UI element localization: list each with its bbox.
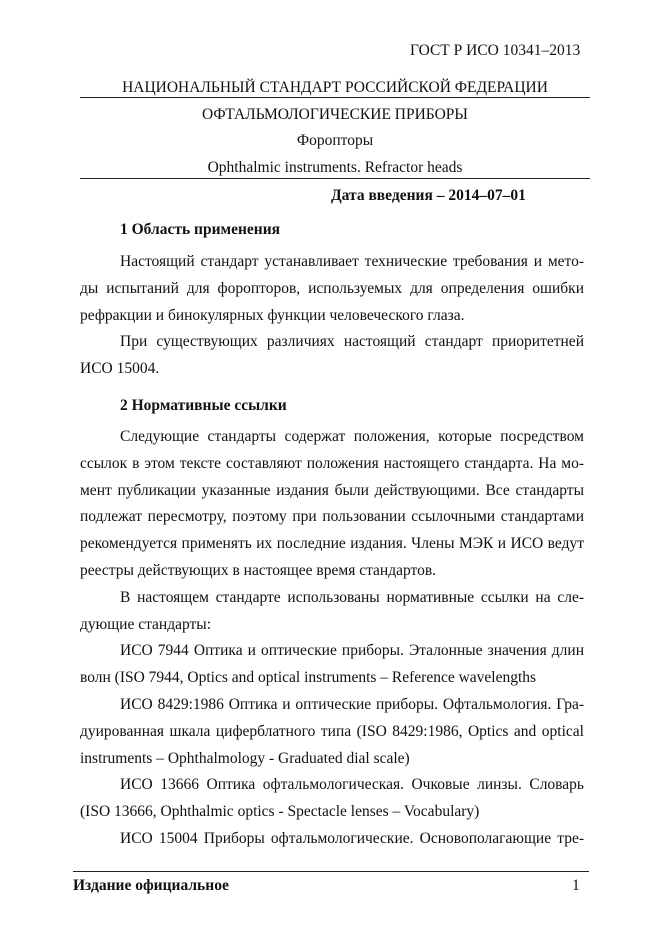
section-1-heading: 1 Область применения (120, 221, 281, 238)
paragraph-line: дующие стандарты: (80, 615, 212, 633)
reference-line: дуированная шкала циферблатного типа (ISO 8429:1986, Optics and optical (80, 722, 584, 740)
reference-line: ИСО 8429:1986 Оптика и оптические приборы. Офтальмология. Гра- (120, 695, 584, 713)
paragraph-line: ды испытаний для форопторов, используемых для определения ошибки (80, 279, 584, 297)
paragraph-line: ссылок в этом тексте составляют положения настоящего стандарта. На мо- (80, 454, 584, 472)
paragraph-line: Следующие стандарты содержат положения, которые посредством (120, 428, 584, 445)
reference-line: ИСО 7944 Оптика и оптические приборы. Эталонные значения длин (120, 642, 584, 660)
reference-line: ИСО 13666 Оптика офтальмологическая. Очковые линзы. Словарь (120, 776, 584, 794)
paragraph-line: рефракции и бинокулярных функции человеческого глаза. (80, 306, 465, 324)
reference-line: волн (ISO 7944, Optics and optical instruments – Reference wavelengths (80, 669, 537, 687)
document-title: ОФТАЛЬМОЛОГИЧЕСКИЕ ПРИБОРЫ (202, 106, 468, 123)
paragraph-line: При существующих различиях настоящий стандарт приоритетней (120, 333, 584, 351)
paragraph-line: подлежат пересмотру, поэтому при пользовании ссылочными стандартами (80, 508, 584, 526)
paragraph-line: Настоящий стандарт устанавливает технические требования и мето- (120, 253, 584, 270)
paragraph-line: реестры действующих в настоящее время стандартов. (80, 561, 437, 579)
document-title-english: Ophthalmic instruments. Refractor heads (207, 159, 463, 176)
section-2-heading: 2 Нормативные ссылки (120, 397, 287, 414)
paragraph-line: мент публикации указанные издания были действующими. Все стандарты (80, 481, 584, 499)
header-rule-top (80, 97, 590, 98)
reference-line: (ISO 13666, Ophthalmic optics - Spectacle lenses – Vocabulary) (80, 803, 480, 821)
reference-line: instruments – Ophthalmology - Graduated dial scale) (80, 749, 410, 767)
reference-line: ИСО 15004 Приборы офтальмологические. Основополагающие тре- (120, 829, 584, 847)
standard-code: ГОСТ Р ИСО 10341–2013 (410, 42, 581, 59)
paragraph-line: В настоящем стандарте использованы нормативные ссылки на сле- (120, 588, 584, 606)
footer-rule (73, 871, 589, 872)
header-rule-bottom (80, 178, 590, 179)
edition-label: Издание официальное (73, 877, 229, 894)
section-2-body (80, 424, 584, 853)
document-subtitle: Форопторы (296, 132, 374, 149)
section-1-body (80, 249, 584, 383)
paragraph-line: ИСО 15004. (80, 360, 160, 378)
introduction-date: Дата введения – 2014–07–01 (331, 187, 526, 204)
page-number: 1 (572, 877, 580, 894)
national-standard-title: НАЦИОНАЛЬНЫЙ СТАНДАРТ РОССИЙСКОЙ ФЕДЕРАЦИИ (122, 79, 548, 96)
paragraph-line: рекомендуется применять их последние издания. Члены МЭК и ИСО ведут (80, 535, 584, 553)
